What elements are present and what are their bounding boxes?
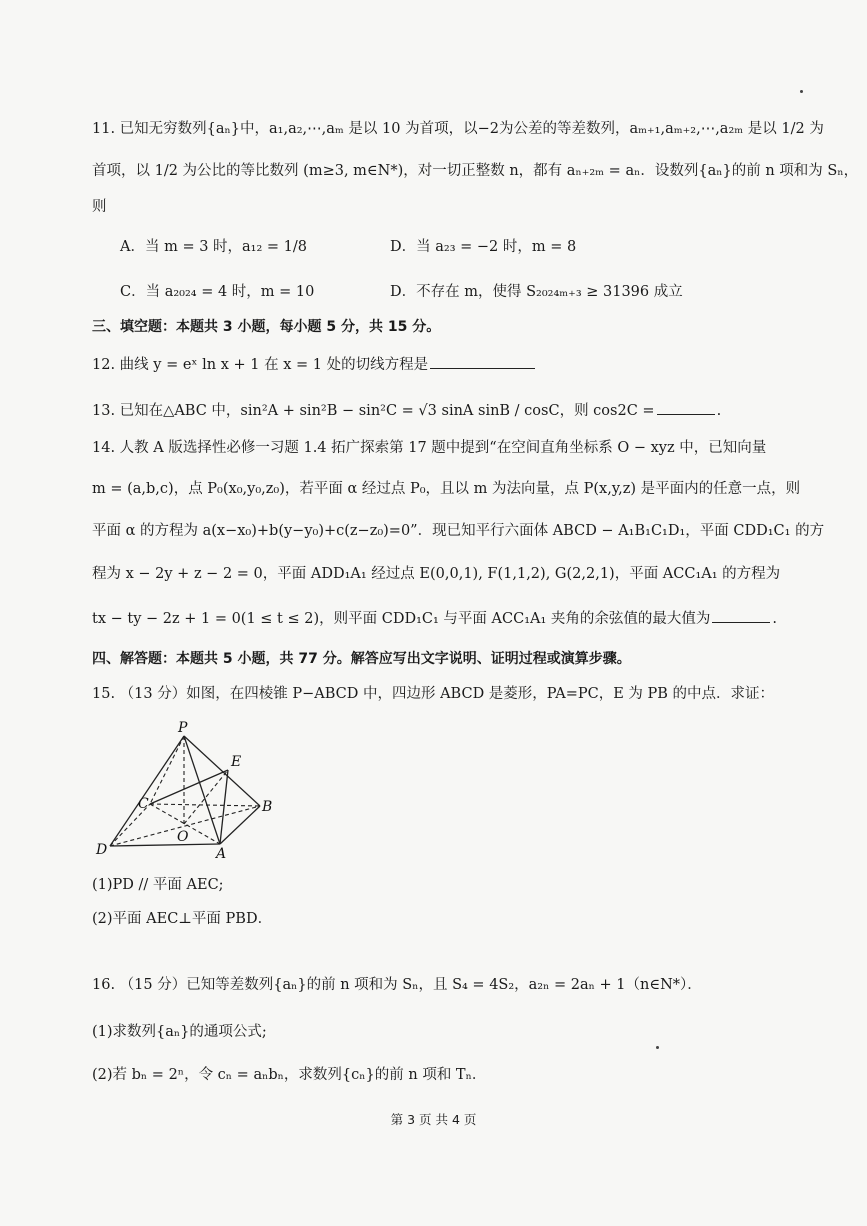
q11-line3: 则 (92, 199, 107, 215)
label-C: C (138, 796, 149, 812)
q11-option-b: D．当 a₂₃ = −2 时，m = 8 (390, 239, 577, 255)
q14-line3: 平面 α 的方程为 a(x−x₀)+b(y−y₀)+c(z−z₀)=0”．现已知平行六面体 ABCD − A₁B₁C₁D₁，平面 CDD₁C₁ 的方 (92, 523, 825, 539)
label-D: D (96, 842, 108, 858)
q13 (92, 400, 797, 422)
label-B: B (262, 799, 273, 815)
q13-answer-blank[interactable] (657, 400, 715, 415)
label-A: A (216, 846, 227, 860)
q14-line5-text: tx − ty − 2z + 1 = 0(1 ≤ t ≤ 2)，则平面 CDD₁C₁ 与平面 ACC₁A₁ 夹角的余弦值的最大值为 (92, 611, 711, 627)
q14-answer-blank[interactable] (712, 608, 770, 623)
edge-CE (150, 770, 228, 804)
pyramid-figure (92, 720, 282, 860)
q12 (92, 354, 797, 376)
q14-line4: 程为 x − 2y + z − 2 = 0，平面 ADD₁A₁ 经过点 E(0,0,1), F(1,1,2), G(2,2,1)，平面 ACC₁A₁ 的方程为 (92, 566, 781, 582)
q14-end: . (772, 611, 778, 627)
q12-answer-blank[interactable] (430, 354, 535, 369)
label-E: E (231, 754, 242, 770)
edge-CB (150, 804, 260, 806)
label-O: O (177, 829, 189, 845)
q11-option-d: D．不存在 m，使得 S₂₀₂₄ₘ₊₃ ≥ 31396 成立 (390, 284, 683, 300)
q13-text: 13. 已知在△ABC 中，sin²A + sin²B − sin²C = √3 sinA sinB / cosC，则 cos2C = (92, 403, 655, 419)
scan-speck (800, 90, 803, 93)
q12-text: 12. 曲线 y = eˣ ln x + 1 在 x = 1 处的切线方程是 (92, 357, 429, 373)
q11-line2: 首项，以 1/2 为公比的等比数列 (m≥3, m∈N*)，对一切正整数 n，都有 aₙ₊₂ₘ = aₙ．设数列{aₙ}的前 n 项和为 Sₙ， (92, 163, 859, 179)
q14-line1: 14. 人教 A 版选择性必修一习题 1.4 拓广探索第 17 题中提到“在空间直角坐标系 O − xyz 中，已知向量 (92, 440, 767, 456)
edge-DA (110, 844, 220, 846)
q15-part1: (1)PD // 平面 AEC; (92, 877, 224, 893)
q16-part1: (1)求数列{aₙ}的通项公式; (92, 1024, 267, 1040)
label-P: P (178, 720, 188, 736)
q11-line1: 11. 已知无穷数列{aₙ}中，a₁,a₂,⋯,aₘ 是以 10 为首项，以−2为公差的等差数列，aₘ₊₁,aₘ₊₂,⋯,a₂ₘ 是以 1/2 为 (92, 121, 824, 137)
q15-stem: 15. （13 分）如图，在四棱锥 P−ABCD 中，四边形 ABCD 是菱形，PA=PC，E 为 PB 的中点．求证： (92, 686, 775, 702)
q16-part2: (2)若 bₙ = 2ⁿ，令 cₙ = aₙbₙ，求数列{cₙ}的前 n 项和 Tₙ． (92, 1067, 487, 1083)
q16-stem: 16. （15 分）已知等差数列{aₙ}的前 n 项和为 Sₙ，且 S₄ = 4S₂，a₂ₙ = 2aₙ + 1（n∈N*）． (92, 977, 702, 993)
q14-line5 (92, 608, 797, 630)
q15-part2: (2)平面 AEC⊥平面 PBD． (92, 911, 273, 927)
q11-option-c: C．当 a₂₀₂₄ = 4 时，m = 10 (120, 284, 315, 300)
scan-speck (656, 1046, 659, 1049)
edge-PC (150, 736, 184, 804)
section4-heading: 四、解答题：本题共 5 小题，共 77 分。解答应写出文字说明、证明过程或演算步骤。 (92, 651, 631, 667)
q11-option-a: A．当 m = 3 时，a₁₂ = 1/8 (120, 239, 308, 255)
section3-heading: 三、填空题：本题共 3 小题，每小题 5 分，共 15 分。 (92, 319, 441, 335)
edge-AE (220, 770, 228, 844)
q14-line2: m = (a,b,c)，点 P₀(x₀,y₀,z₀)，若平面 α 经过点 P₀，且以 m 为法向量，点 P(x,y,z) 是平面内的任意一点，则 (92, 481, 801, 497)
page-footer: 第 3 页 共 4 页 (390, 1112, 477, 1127)
q13-end: . (716, 403, 722, 419)
